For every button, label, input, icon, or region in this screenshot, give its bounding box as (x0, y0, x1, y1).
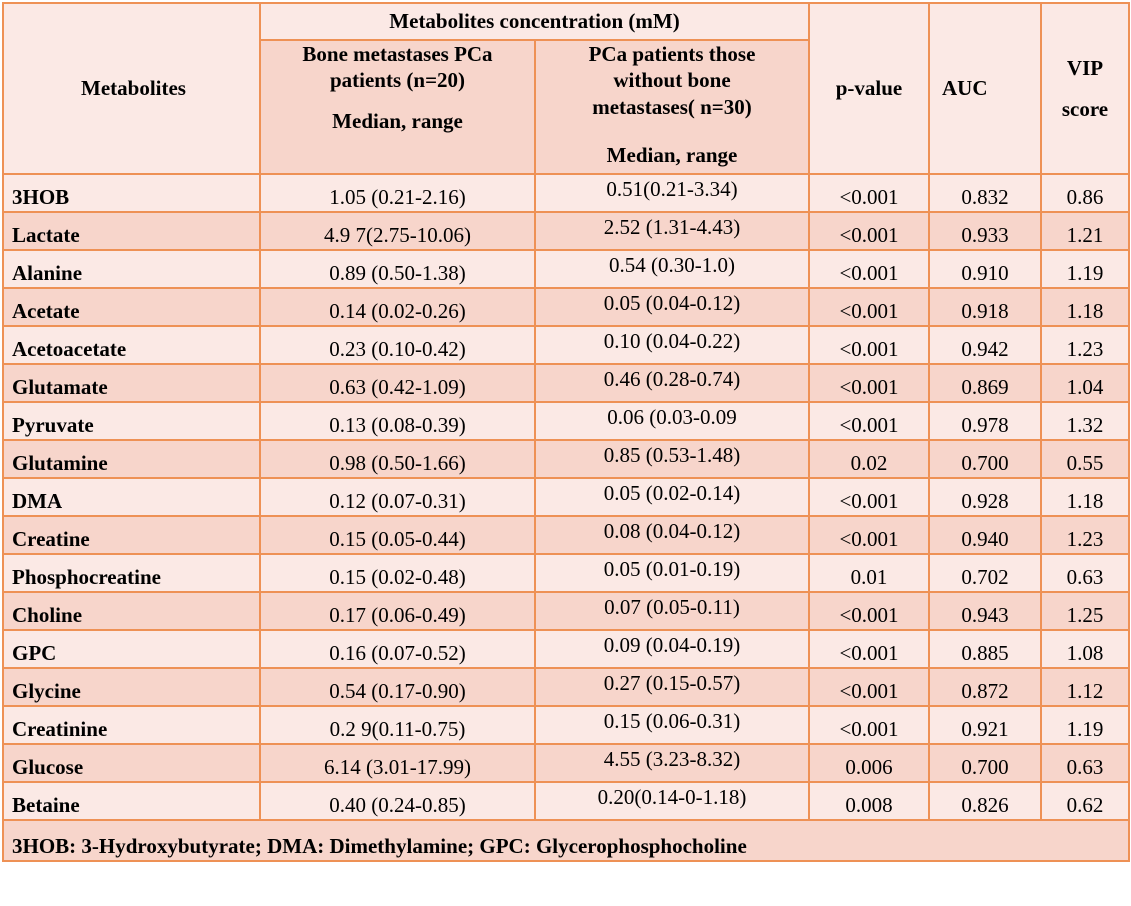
vip-score-value: 0.63 (1041, 744, 1129, 782)
table-row (3, 478, 1129, 516)
auc-value: 0.978 (929, 402, 1041, 440)
bone-metastases-value: 0.2 9(0.11-0.75) (260, 706, 535, 744)
pca-without-bone-value: 0.05 (0.02-0.14) (535, 478, 809, 516)
auc-value: 0.872 (929, 668, 1041, 706)
vip-score-value: 0.62 (1041, 782, 1129, 820)
header-pca-line2: without bone (613, 68, 731, 93)
vip-score-value: 1.23 (1041, 326, 1129, 364)
bone-metastases-value: 6.14 (3.01-17.99) (260, 744, 535, 782)
pca-without-bone-value: 0.07 (0.05-0.11) (535, 592, 809, 630)
p-value: <0.001 (809, 592, 929, 630)
vip-score-value: 1.21 (1041, 212, 1129, 250)
vip-score-value: 1.18 (1041, 288, 1129, 326)
p-value: <0.001 (809, 364, 929, 402)
vip-score-value: 1.19 (1041, 250, 1129, 288)
metabolite-name: Choline (3, 592, 260, 630)
metabolite-name: Phosphocreatine (3, 554, 260, 592)
header-auc: AUC (929, 3, 1041, 174)
p-value: <0.001 (809, 288, 929, 326)
header-vip-score (1041, 3, 1129, 174)
p-value: 0.006 (809, 744, 929, 782)
metabolite-name: Betaine (3, 782, 260, 820)
vip-score-value: 1.23 (1041, 516, 1129, 554)
p-value: <0.001 (809, 668, 929, 706)
pca-without-bone-value: 0.10 (0.04-0.22) (535, 326, 809, 364)
metabolite-name: Pyruvate (3, 402, 260, 440)
bone-metastases-value: 0.17 (0.06-0.49) (260, 592, 535, 630)
p-value: <0.001 (809, 478, 929, 516)
metabolite-name: GPC (3, 630, 260, 668)
p-value: <0.001 (809, 212, 929, 250)
header-concentration-group: Metabolites concentration (mM) (260, 3, 809, 40)
bone-metastases-value: 0.40 (0.24-0.85) (260, 782, 535, 820)
vip-score-value: 1.18 (1041, 478, 1129, 516)
p-value: <0.001 (809, 326, 929, 364)
metabolite-name: DMA (3, 478, 260, 516)
header-pca-line3: metastases( n=30) (592, 94, 752, 119)
table-row (3, 364, 1129, 402)
metabolite-name: Glutamine (3, 440, 260, 478)
auc-value: 0.702 (929, 554, 1041, 592)
bone-metastases-value: 0.63 (0.42-1.09) (260, 364, 535, 402)
header-vip-line2: score (1061, 96, 1109, 121)
p-value: <0.001 (809, 402, 929, 440)
p-value: 0.01 (809, 554, 929, 592)
header-pca-line1: PCa patients those (588, 42, 756, 66)
pca-without-bone-value: 0.46 (0.28-0.74) (535, 364, 809, 402)
table-row (3, 250, 1129, 288)
p-value: <0.001 (809, 630, 929, 668)
vip-score-value: 0.55 (1041, 440, 1129, 478)
metabolite-name: Lactate (3, 212, 260, 250)
metabolites-table (2, 2, 1130, 862)
auc-value: 0.826 (929, 782, 1041, 820)
pca-without-bone-value: 0.54 (0.30-1.0) (535, 250, 809, 288)
metabolite-name: Creatine (3, 516, 260, 554)
auc-value: 0.933 (929, 212, 1041, 250)
metabolite-name: Acetate (3, 288, 260, 326)
vip-score-value: 1.04 (1041, 364, 1129, 402)
header-p-value: p-value (809, 3, 929, 174)
pca-without-bone-value: 4.55 (3.23-8.32) (535, 744, 809, 782)
pca-without-bone-value: 0.05 (0.04-0.12) (535, 288, 809, 326)
bone-metastases-value: 0.89 (0.50-1.38) (260, 250, 535, 288)
table-row (3, 668, 1129, 706)
pca-without-bone-value: 0.05 (0.01-0.19) (535, 554, 809, 592)
bone-metastases-value: 0.23 (0.10-0.42) (260, 326, 535, 364)
header-bone-metastases (260, 40, 535, 174)
vip-score-value: 1.25 (1041, 592, 1129, 630)
table-footnote: 3HOB: 3-Hydroxybutyrate; DMA: Dimethylamine; GPC: Glycerophosphocholine (3, 820, 1129, 861)
metabolite-name: 3HOB (3, 174, 260, 212)
header-pca-line4: Median, range (606, 142, 738, 167)
pca-without-bone-value: 0.09 (0.04-0.19) (535, 630, 809, 668)
vip-score-value: 1.12 (1041, 668, 1129, 706)
table-row (3, 174, 1129, 212)
auc-value: 0.918 (929, 288, 1041, 326)
auc-value: 0.832 (929, 174, 1041, 212)
pca-without-bone-value: 0.15 (0.06-0.31) (535, 706, 809, 744)
auc-value: 0.869 (929, 364, 1041, 402)
auc-value: 0.943 (929, 592, 1041, 630)
bone-metastases-value: 0.15 (0.05-0.44) (260, 516, 535, 554)
header-vip-line1: VIP (1066, 56, 1104, 81)
table-row (3, 212, 1129, 250)
p-value: 0.008 (809, 782, 929, 820)
header-bone-line2: patients (n=20) (329, 68, 466, 93)
bone-metastases-value: 1.05 (0.21-2.16) (260, 174, 535, 212)
vip-score-value: 0.86 (1041, 174, 1129, 212)
metabolite-name: Acetoacetate (3, 326, 260, 364)
table-row (3, 402, 1129, 440)
table-row (3, 782, 1129, 820)
pca-without-bone-value: 0.06 (0.03-0.09 (535, 402, 809, 440)
table-row (3, 326, 1129, 364)
table-row (3, 516, 1129, 554)
pca-without-bone-value: 0.27 (0.15-0.57) (535, 668, 809, 706)
p-value: <0.001 (809, 174, 929, 212)
vip-score-value: 0.63 (1041, 554, 1129, 592)
auc-value: 0.928 (929, 478, 1041, 516)
bone-metastases-value: 0.15 (0.02-0.48) (260, 554, 535, 592)
table-row (3, 706, 1129, 744)
auc-value: 0.885 (929, 630, 1041, 668)
pca-without-bone-value: 0.51(0.21-3.34) (535, 174, 809, 212)
table-row (3, 744, 1129, 782)
p-value: <0.001 (809, 250, 929, 288)
metabolite-name: Glutamate (3, 364, 260, 402)
bone-metastases-value: 0.13 (0.08-0.39) (260, 402, 535, 440)
auc-value: 0.942 (929, 326, 1041, 364)
table-row (3, 288, 1129, 326)
p-value: <0.001 (809, 516, 929, 554)
bone-metastases-value: 0.14 (0.02-0.26) (260, 288, 535, 326)
pca-without-bone-value: 0.20(0.14-0-1.18) (535, 782, 809, 820)
auc-value: 0.921 (929, 706, 1041, 744)
header-bone-line1: Bone metastases PCa (302, 42, 493, 66)
auc-value: 0.700 (929, 744, 1041, 782)
table-row (3, 592, 1129, 630)
auc-value: 0.940 (929, 516, 1041, 554)
metabolite-name: Alanine (3, 250, 260, 288)
header-pca-without-bone (535, 40, 809, 174)
bone-metastases-value: 0.54 (0.17-0.90) (260, 668, 535, 706)
auc-value: 0.700 (929, 440, 1041, 478)
pca-without-bone-value: 0.08 (0.04-0.12) (535, 516, 809, 554)
p-value: <0.001 (809, 706, 929, 744)
vip-score-value: 1.08 (1041, 630, 1129, 668)
pca-without-bone-value: 2.52 (1.31-4.43) (535, 212, 809, 250)
header-metabolites: Metabolites (3, 3, 260, 174)
metabolite-name: Glycine (3, 668, 260, 706)
metabolite-name: Glucose (3, 744, 260, 782)
bone-metastases-value: 0.16 (0.07-0.52) (260, 630, 535, 668)
vip-score-value: 1.32 (1041, 402, 1129, 440)
bone-metastases-value: 0.12 (0.07-0.31) (260, 478, 535, 516)
metabolite-name: Creatinine (3, 706, 260, 744)
bone-metastases-value: 0.98 (0.50-1.66) (260, 440, 535, 478)
table-body (3, 174, 1129, 820)
auc-value: 0.910 (929, 250, 1041, 288)
vip-score-value: 1.19 (1041, 706, 1129, 744)
p-value: 0.02 (809, 440, 929, 478)
bone-metastases-value: 4.9 7(2.75-10.06) (260, 212, 535, 250)
table-row (3, 440, 1129, 478)
header-bone-line3: Median, range (332, 108, 463, 133)
pca-without-bone-value: 0.85 (0.53-1.48) (535, 440, 809, 478)
table-row (3, 630, 1129, 668)
table-row (3, 554, 1129, 592)
